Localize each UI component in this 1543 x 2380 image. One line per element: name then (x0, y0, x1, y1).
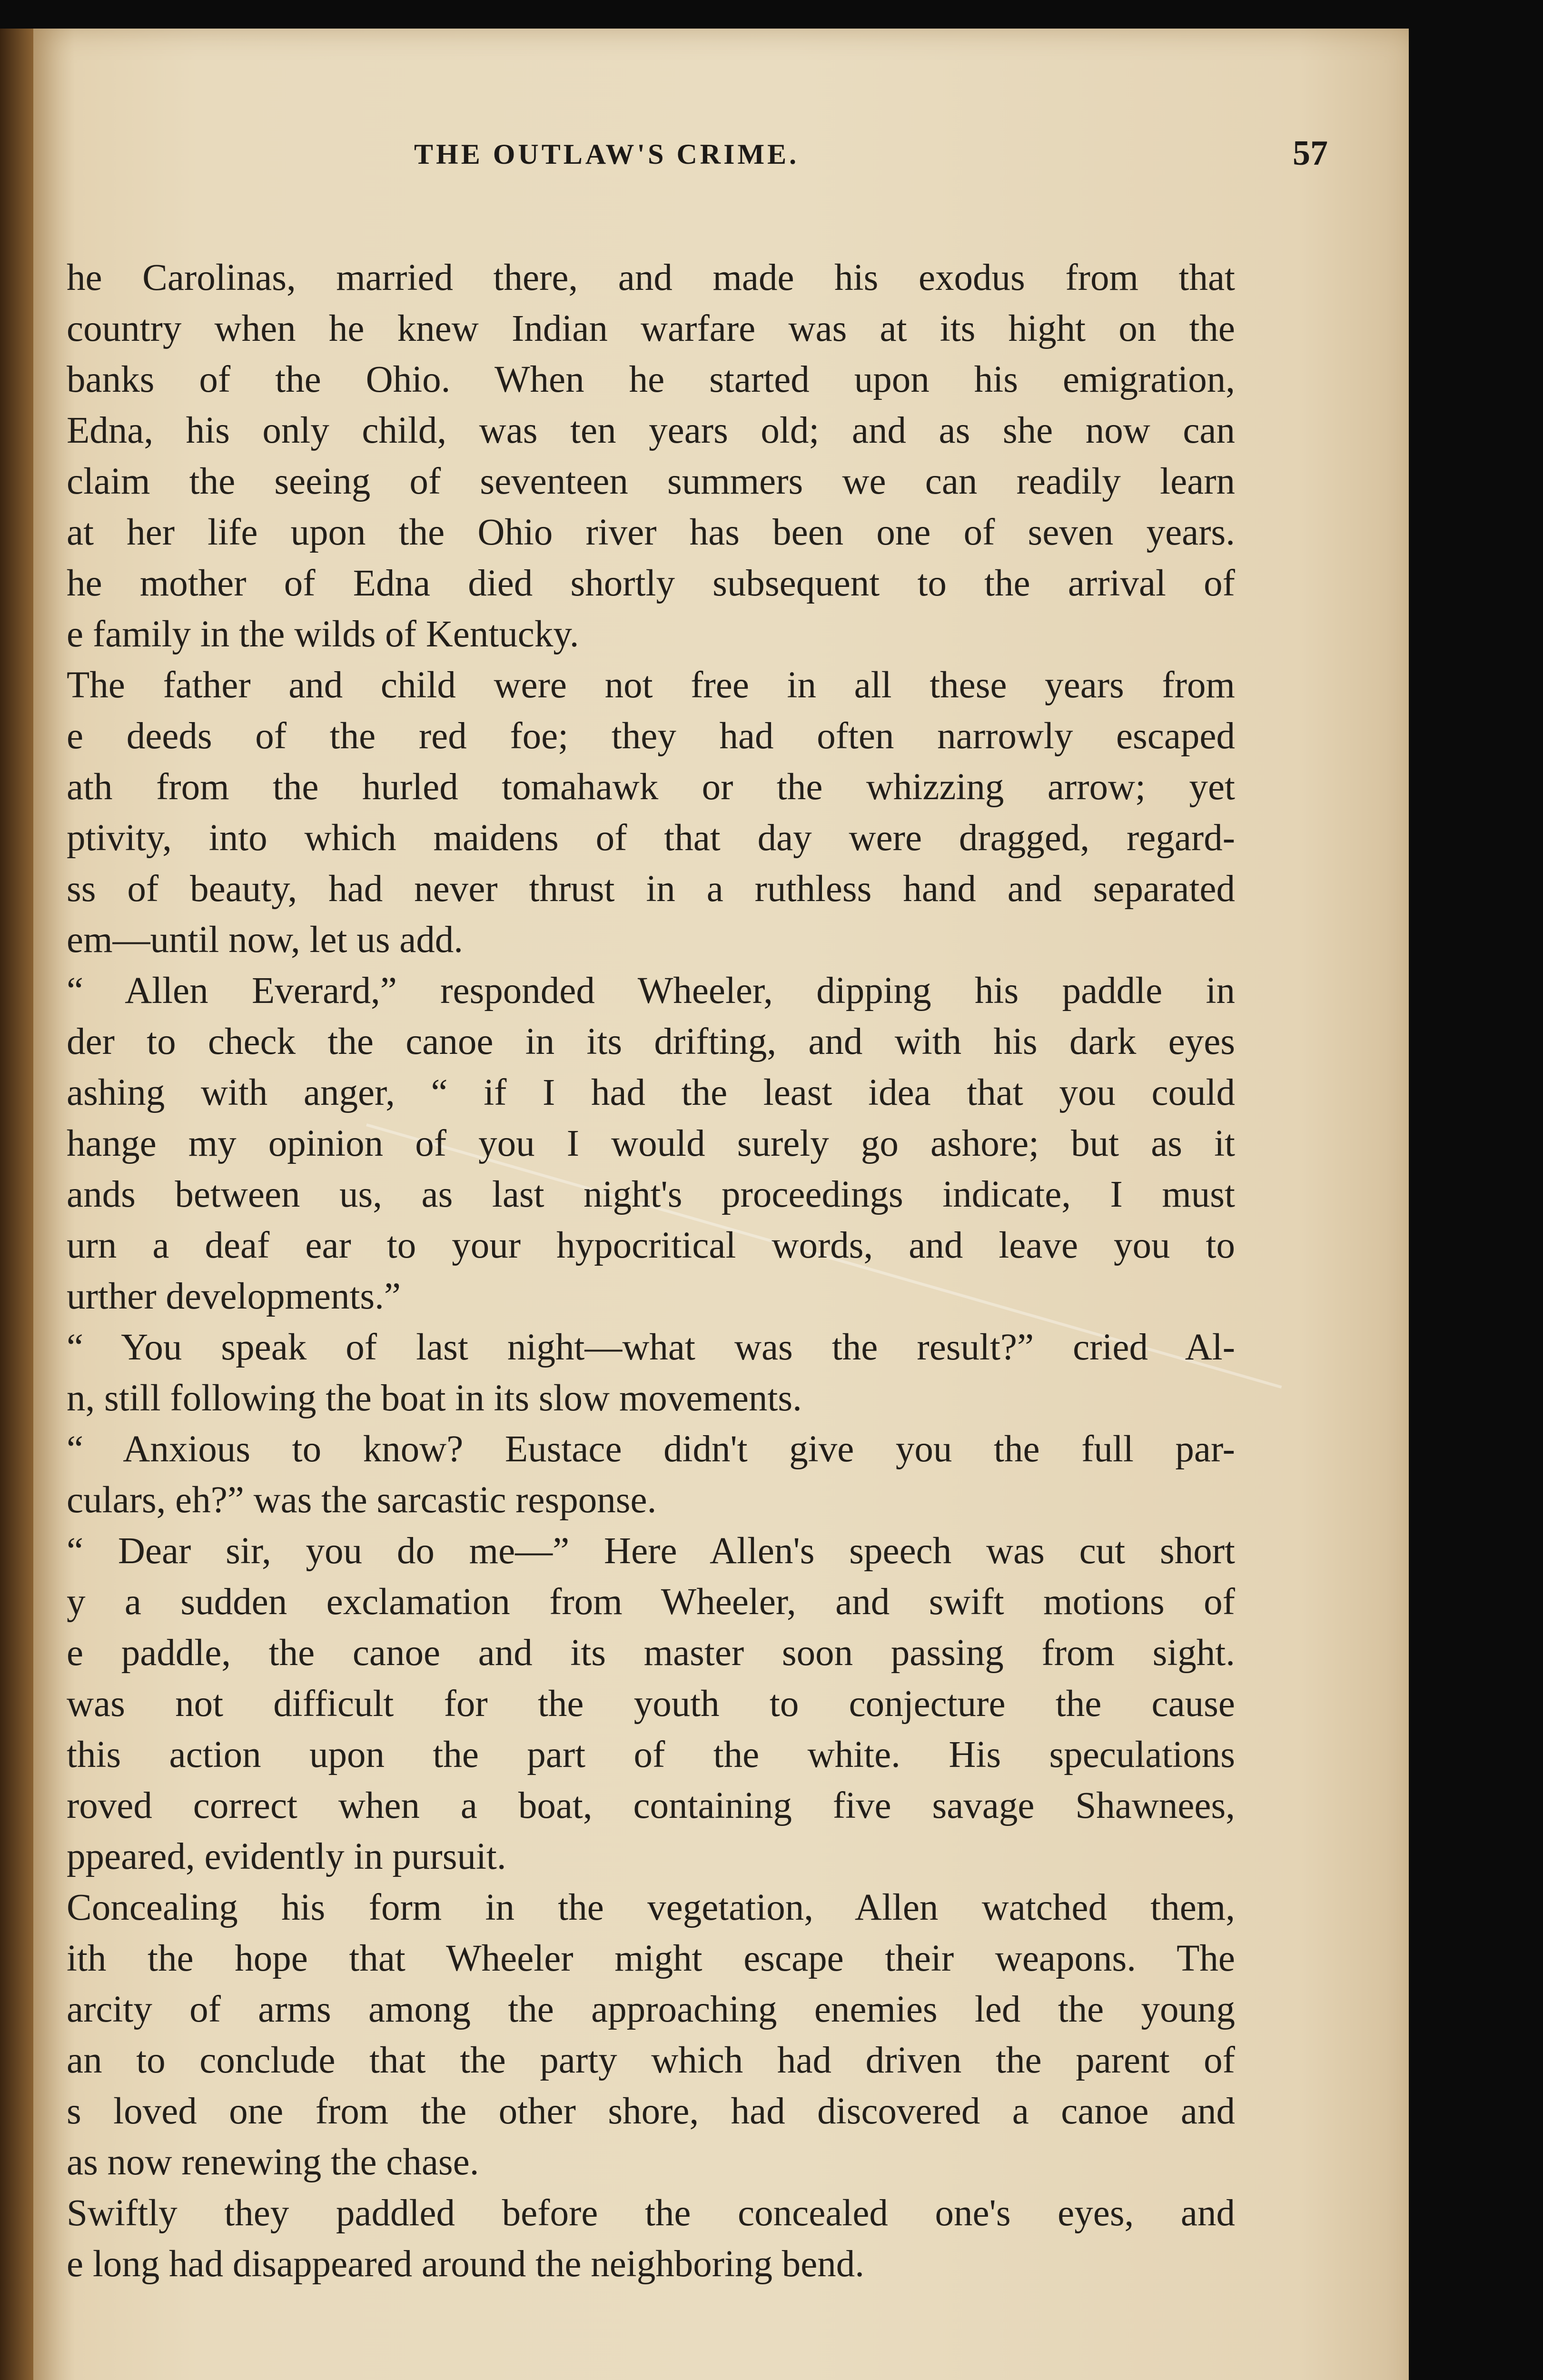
text-line: culars, eh?” was the sarcastic response. (67, 1479, 657, 1521)
text-line: ss of beauty, had never thrust in a ruthless hand and separated (67, 868, 1235, 910)
running-head: THE OUTLAW'S CRIME. (414, 139, 800, 170)
text-line: ppeared, evidently in pursuit. (67, 1836, 506, 1877)
text-line: e paddle, the canoe and its master soon passing from sight. (67, 1632, 1235, 1674)
text-line: arcity of arms among the approaching enemies led the young (67, 1989, 1235, 2030)
page-number: 57 (1293, 134, 1328, 173)
text-line: The father and child were not free in all these years from (67, 664, 1235, 706)
text-line: he Carolinas, married there, and made his exodus from that (67, 257, 1235, 298)
text-line: “ Allen Everard,” responded Wheeler, dipping his paddle in (67, 970, 1235, 1012)
text-line: as now renewing the chase. (67, 2142, 479, 2183)
book-page (33, 29, 1409, 2380)
text-line: “ Dear sir, you do me—” Here Allen's speech was cut short (67, 1530, 1235, 1572)
book-spine (0, 29, 33, 2380)
text-line: Concealing his form in the vegetation, Allen watched them, (67, 1887, 1235, 1928)
text-line: e family in the wilds of Kentucky. (67, 614, 579, 655)
text-line: “ Anxious to know? Eustace didn't give you the full par- (67, 1428, 1235, 1470)
text-line: an to conclude that the party which had driven the parent of (67, 2040, 1235, 2081)
text-line: y a sudden exclamation from Wheeler, and swift motions of (67, 1581, 1235, 1623)
text-line: Edna, his only child, was ten years old; and as she now can (67, 410, 1235, 451)
page-header (414, 134, 1328, 190)
text-line: ands between us, as last night's proceedings indicate, I must (67, 1174, 1235, 1215)
text-line: banks of the Ohio. When he started upon his emigration, (67, 359, 1235, 400)
text-line: roved correct when a boat, containing five savage Shawnees, (67, 1785, 1235, 1826)
text-line: country when he knew Indian warfare was at its hight on the (67, 308, 1235, 349)
text-line: hange my opinion of you I would surely go ashore; but as it (67, 1123, 1235, 1164)
text-line: urn a deaf ear to your hypocritical words, and leave you to (67, 1225, 1235, 1266)
text-line: n, still following the boat in its slow movements. (67, 1378, 802, 1419)
text-line: urther developments.” (67, 1276, 401, 1317)
text-line: e long had disappeared around the neighboring bend. (67, 2243, 865, 2285)
text-line: ath from the hurled tomahawk or the whizzing arrow; yet (67, 766, 1235, 808)
text-line: this action upon the part of the white. His speculations (67, 1734, 1235, 1775)
text-line: was not difficult for the youth to conjecture the cause (67, 1683, 1235, 1725)
text-line: em—until now, let us add. (67, 919, 464, 961)
page-body (67, 252, 1235, 2290)
text-line: ith the hope that Wheeler might escape their weapons. The (67, 1938, 1235, 1979)
text-line: ashing with anger, “ if I had the least idea that you could (67, 1072, 1235, 1113)
text-line: “ You speak of last night—what was the result?” cried Al- (67, 1327, 1235, 1368)
text-line: he mother of Edna died shortly subsequent to the arrival of (67, 563, 1235, 604)
text-line: claim the seeing of seventeen summers we can readily learn (67, 461, 1235, 502)
text-line: e deeds of the red foe; they had often narrowly escaped (67, 715, 1235, 757)
text-line: Swiftly they paddled before the concealed one's eyes, and (67, 2192, 1235, 2234)
text-line: s loved one from the other shore, had discovered a canoe and (67, 2091, 1235, 2132)
text-line: der to check the canoe in its drifting, and with his dark eyes (67, 1021, 1235, 1062)
text-line: ptivity, into which maidens of that day were dragged, regard- (67, 817, 1235, 859)
text-line: at her life upon the Ohio river has been one of seven years. (67, 512, 1235, 553)
